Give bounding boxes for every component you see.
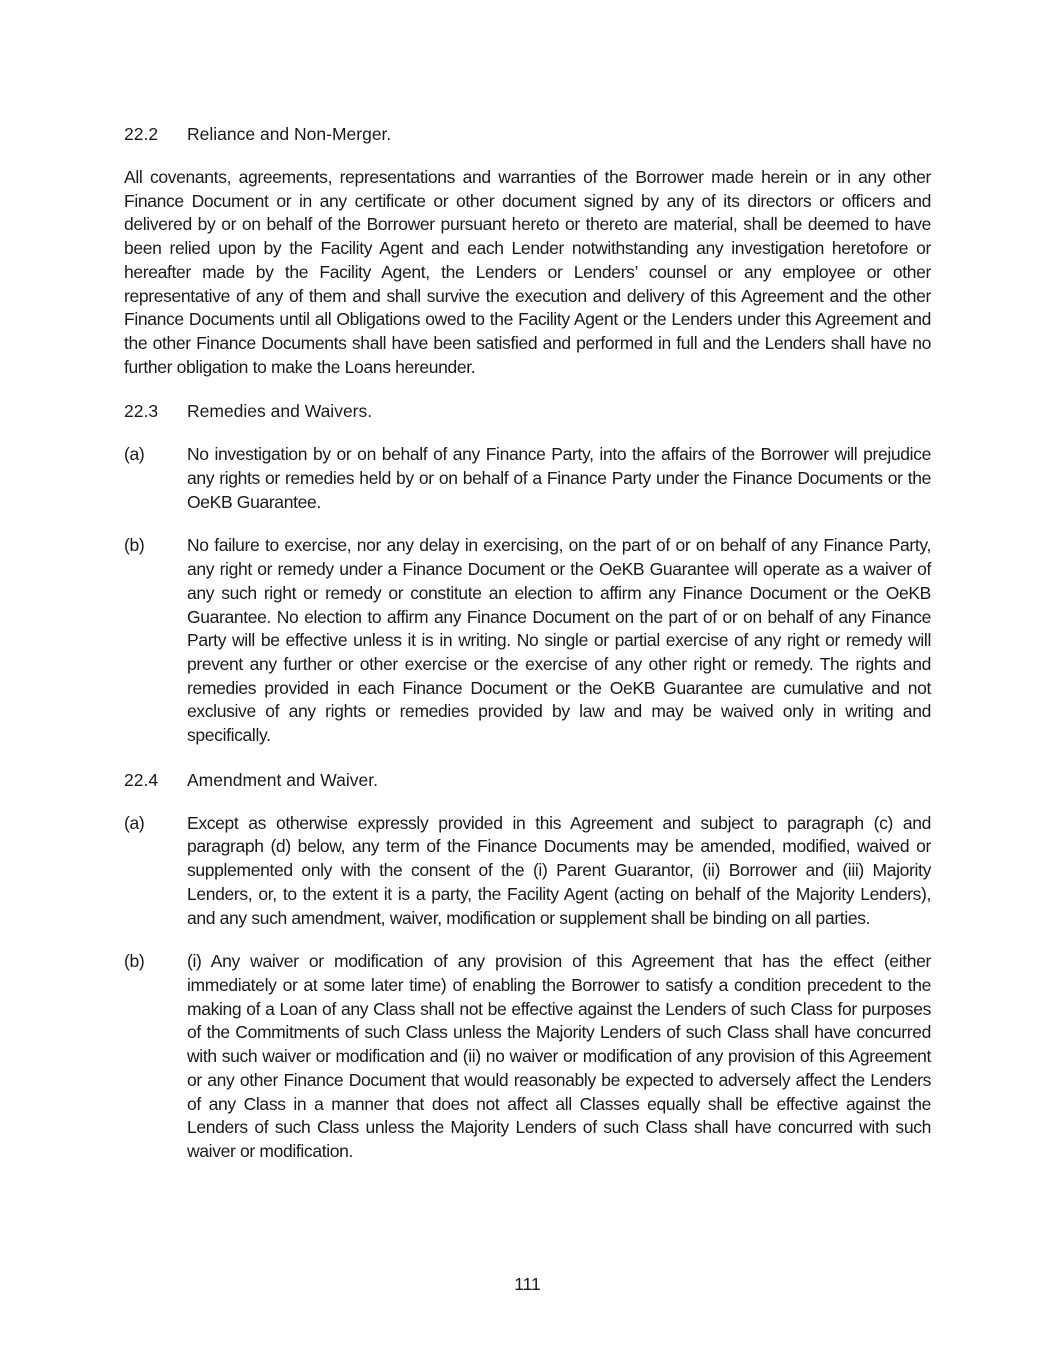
- section-title: Amendment and Waiver.: [187, 769, 378, 790]
- section-22-2-body: All covenants, agreements, representations and warranties of the Borrower made herein or in any other Finance Document or in any certificate or other document signed by any of its directors or officers and delivered by or on behalf of the Borrower pursuant hereto or thereto are material, shall be deemed to have been relied upon by the Facility Agent and each Lender notwithstanding any investigation heretofore or hereafter made by the Facility Agent, the Lenders or Lenders’ counsel or any employee or other representative of any of them and shall survive the execution and delivery of this Agreement and the other Finance Documents until all Obligations owed to the Facility Agent or the Lenders under this Agreement and the other Finance Documents shall have been satisfied and performed in full and the Lenders shall have no further obligation to make the Loans hereunder.: [124, 167, 931, 377]
- section-22-4-heading: [124, 768, 931, 792]
- section-number: 22.4: [124, 769, 159, 790]
- item-text: Except as otherwise expressly provided in this Agreement and subject to paragraph (c) and paragraph (d) below, any term of the Finance Documents may be amended, modified, waived or supplemented only with the consent of the (i) Parent Guarantor, (ii) Borrower and (iii) Majority Lenders, or, to the extent it is a party, the Facility Agent (acting on behalf of the Majority Lenders), and any such amendment, waiver, modification or supplement shall be binding on all parties.: [187, 812, 931, 928]
- page-number: 111: [514, 1274, 541, 1294]
- section-number: 22.3: [124, 401, 159, 422]
- section-title: Reliance and Non-Merger.: [187, 124, 392, 144]
- item-label: (b): [124, 535, 145, 556]
- item-text: No investigation by or on behalf of any Finance Party, into the affairs of the Borrower will prejudice any rights or remedies held by or on behalf of a Finance Party under the Finance Documents or the OeKB Guarantee.: [187, 444, 931, 512]
- item-label: (a): [124, 812, 145, 833]
- section-22-3-item-a: [124, 443, 931, 514]
- section-number: 22.2: [124, 124, 159, 144]
- section-22-4-item-a: [124, 812, 931, 931]
- item-text: No failure to exercise, nor any delay in exercising, on the part of or on behalf of any Finance Party, any right or remedy under a Finance Document or the OeKB Guarantee will operate as a waiver of any such right or remedy or constitute an election to affirm any Finance Document or the OeKB Guarantee. No election to affirm any Finance Document on the part of or on behalf of any Finance Party will be effective unless it is in writing. No single or partial exercise of any right or remedy will prevent any further or other exercise or the exercise of any other right or remedy. The rights and remedies provided in each Finance Document or the OeKB Guarantee are cumulative and not exclusive of any rights or remedies provided by law and may be waived only in writing and specifically.: [187, 535, 931, 746]
- document-page: [124, 122, 931, 1184]
- item-text: (i) Any waiver or modification of any provision of this Agreement that has the effect (either immediately or at some later time) of enabling the Borrower to satisfy a condition precedent to the making of a Loan of any Class shall not be effective against the Lenders of such Class for purposes of the Commitments of such Class unless the Majority Lenders of such Class shall have concurred with such waiver or modification and (ii) no waiver or modification of any provision of this Agreement or any other Finance Document that would reasonably be expected to adversely affect the Lenders of any Class in a manner that does not affect all Classes equally shall be effective against the Lenders of such Class unless the Majority Lenders of such Class shall have concurred with such waiver or modification.: [187, 951, 931, 1161]
- section-22-3-item-b: [124, 534, 931, 747]
- section-22-2-heading: [124, 122, 931, 146]
- section-22-3-heading: [124, 399, 931, 423]
- section-title: Remedies and Waivers.: [187, 401, 373, 422]
- section-22-4-item-b: [124, 950, 931, 1163]
- item-label: (b): [124, 951, 145, 972]
- item-label: (a): [124, 444, 145, 465]
